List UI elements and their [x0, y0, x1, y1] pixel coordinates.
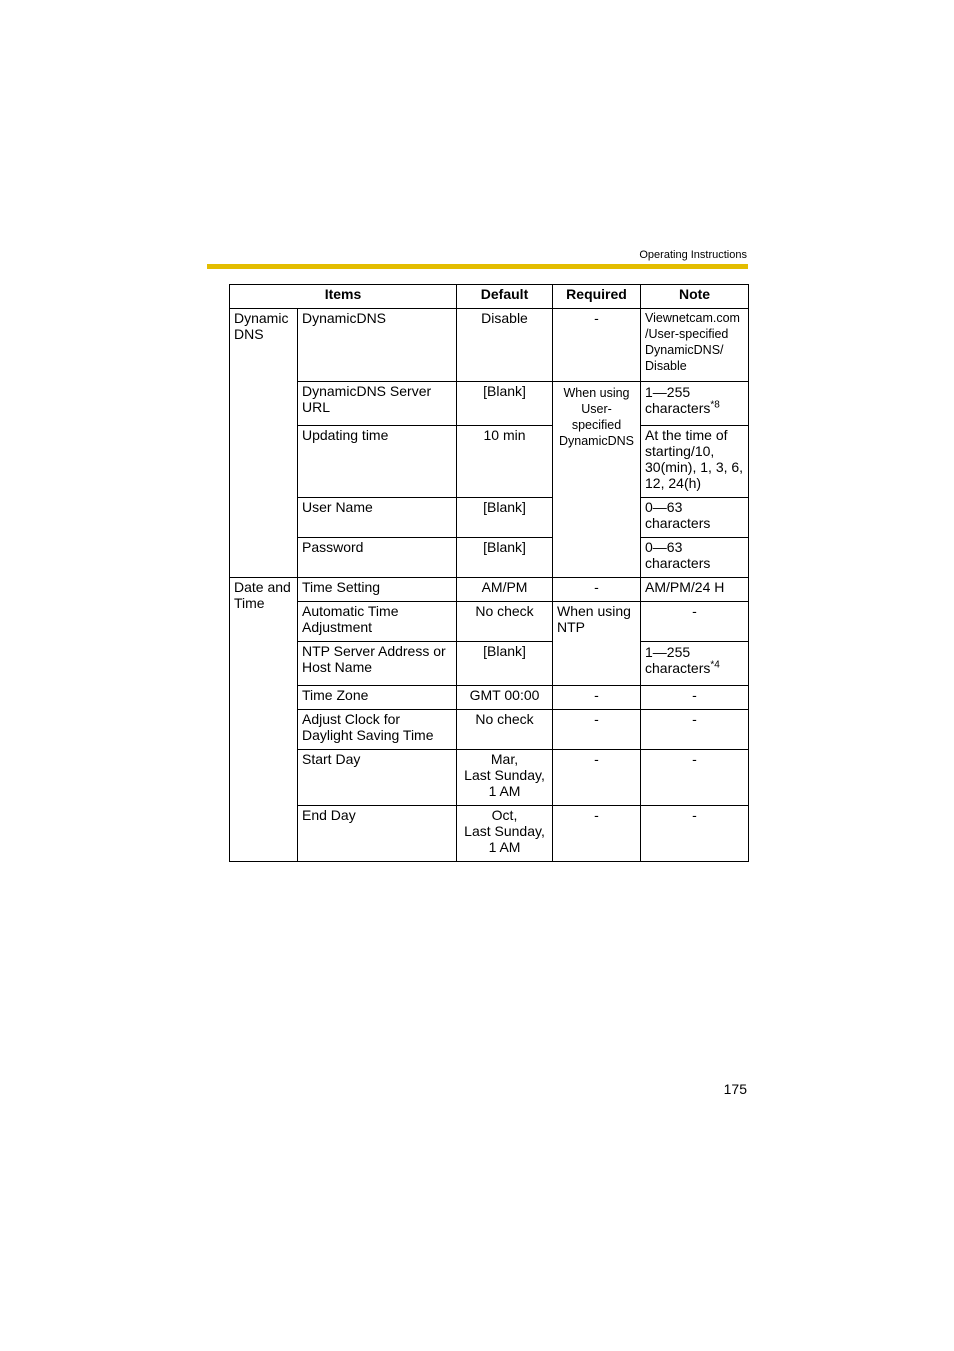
note-cell: At the time of starting/10, 30(min), 1, 3, 6, 12, 24(h) [641, 426, 749, 498]
item-cell: Updating time [298, 426, 457, 498]
item-cell: Time Zone [298, 686, 457, 710]
required-cell: - [553, 686, 641, 710]
default-cell: [Blank] [457, 498, 553, 538]
column-header-note: Note [641, 285, 749, 309]
note-cell: - [641, 686, 749, 710]
note-cell [641, 642, 749, 686]
header-rule [207, 264, 748, 269]
required-cell: - [553, 578, 641, 602]
note-cell [641, 382, 749, 426]
note-cell: Viewnetcam.com /User-specified DynamicDNS/ Disable [641, 309, 749, 382]
default-cell: Disable [457, 309, 553, 382]
default-cell: [Blank] [457, 538, 553, 578]
item-cell: NTP Server Address or Host Name [298, 642, 457, 686]
item-cell: Start Day [298, 750, 457, 806]
group-label-dynamic-dns: Dynamic DNS [230, 309, 298, 578]
table-row [230, 426, 749, 498]
note-text: 1—255 characters [645, 384, 711, 416]
default-cell: No check [457, 710, 553, 750]
note-cell: - [641, 710, 749, 750]
note-cell: - [641, 602, 749, 642]
item-cell: DynamicDNS [298, 309, 457, 382]
footnote-ref: *8 [710, 399, 720, 411]
group-label-date-time: Date and Time [230, 578, 298, 862]
table-row [230, 578, 749, 602]
table-row [230, 309, 749, 382]
column-header-items: Items [230, 285, 457, 309]
table-row [230, 806, 749, 862]
table-row [230, 710, 749, 750]
item-cell: End Day [298, 806, 457, 862]
default-cell: Oct, Last Sunday, 1 AM [457, 806, 553, 862]
table-row [230, 750, 749, 806]
note-cell: - [641, 750, 749, 806]
note-cell: - [641, 806, 749, 862]
default-cell: 10 min [457, 426, 553, 498]
required-cell: - [553, 750, 641, 806]
table-row [230, 382, 749, 426]
required-cell: - [553, 710, 641, 750]
note-cell: 0—63 characters [641, 538, 749, 578]
note-text: 1—255 characters [645, 644, 711, 676]
table-row [230, 538, 749, 578]
note-cell: AM/PM/24 H [641, 578, 749, 602]
default-cell: Mar, Last Sunday, 1 AM [457, 750, 553, 806]
default-cell: GMT 00:00 [457, 686, 553, 710]
column-header-required: Required [553, 285, 641, 309]
required-cell-dynamicdns: When using User-specified DynamicDNS [553, 382, 641, 578]
note-cell: 0—63 characters [641, 498, 749, 538]
item-cell: User Name [298, 498, 457, 538]
running-header: Operating Instructions [639, 249, 747, 261]
table-row [230, 686, 749, 710]
table-row [230, 602, 749, 642]
settings-table [229, 284, 749, 862]
table-header-row [230, 285, 749, 309]
default-cell: [Blank] [457, 642, 553, 686]
item-cell: DynamicDNS Server URL [298, 382, 457, 426]
item-cell: Adjust Clock for Daylight Saving Time [298, 710, 457, 750]
default-cell: No check [457, 602, 553, 642]
item-cell: Time Setting [298, 578, 457, 602]
required-cell-ntp: When using NTP [553, 602, 641, 686]
item-cell: Automatic Time Adjustment [298, 602, 457, 642]
required-cell: - [553, 806, 641, 862]
column-header-default: Default [457, 285, 553, 309]
required-cell: - [553, 309, 641, 382]
page-number: 175 [723, 1081, 747, 1097]
default-cell: AM/PM [457, 578, 553, 602]
footnote-ref: *4 [710, 659, 720, 671]
table-row [230, 642, 749, 686]
default-cell: [Blank] [457, 382, 553, 426]
item-cell: Password [298, 538, 457, 578]
table-row [230, 498, 749, 538]
